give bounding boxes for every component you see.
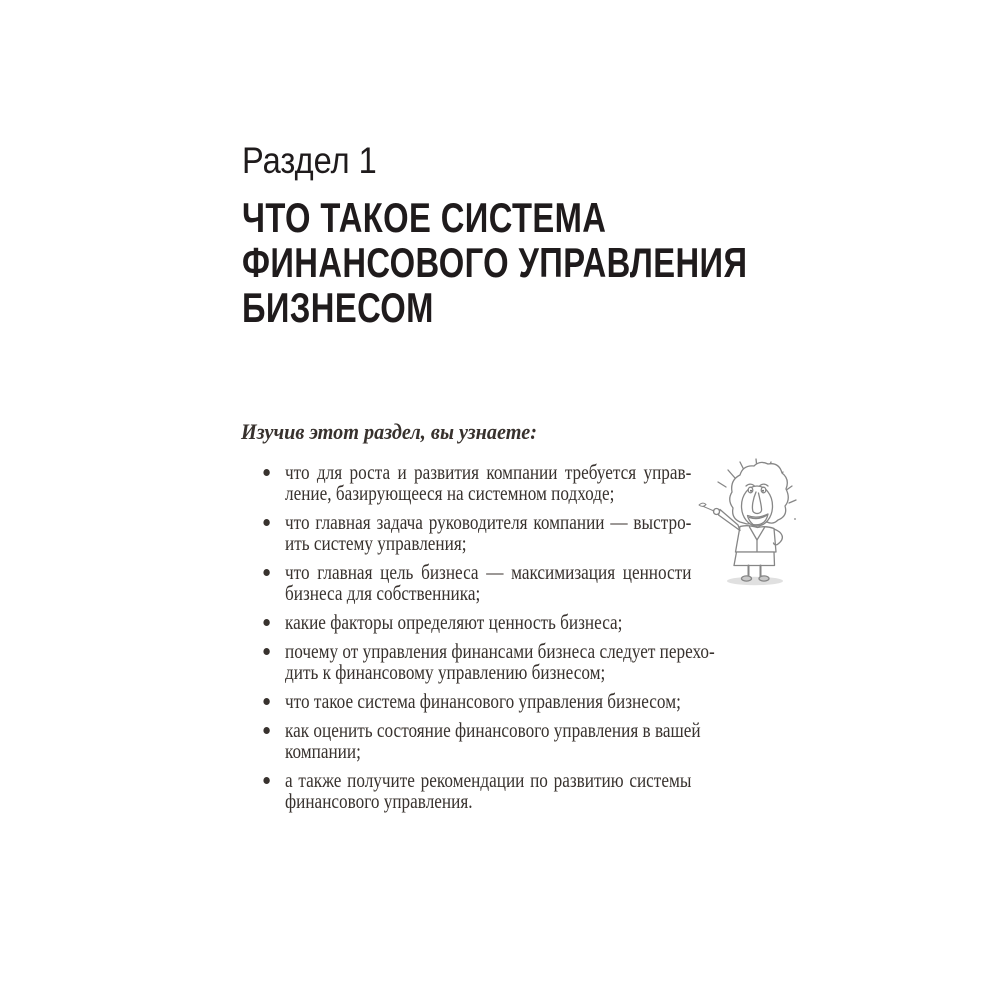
learn-list [285,460,715,820]
list-item [285,462,691,504]
list-item [285,639,715,684]
title-line-3: БИЗНЕСОМ [242,284,434,331]
section-label: Раздел 1 [242,140,377,181]
list-item [285,770,691,812]
list-item-line: что главная цель бизнеса — максимизация ценности [285,560,692,584]
list-item [285,691,691,712]
list-item-line: какие факторы определяют ценность бизнеса; [285,610,623,634]
list-item-line: ить систему управления; [285,531,467,555]
list-item-line: финансового управления. [285,789,473,813]
list-item-line: компании; [285,739,361,763]
list-item-line: что главная задача руководителя компании — выстро- [285,510,692,534]
list-item [285,718,701,763]
list-item [285,512,691,554]
list-item-line: что такое система финансового управления бизнесом; [285,689,681,713]
title-line-1: ЧТО ТАКОЕ СИСТЕМА [242,194,607,241]
pointing-woman-illustration [690,448,810,590]
intro-line: Изучив этот раздел, вы узнаете: [241,419,537,444]
page-title [242,195,747,330]
list-item [285,612,691,633]
list-item-line: бизнеса для собственника; [285,581,481,605]
list-item-line: почему от управления финансами бизнеса следует перехо- [285,639,715,663]
list-item-line: что для роста и развития компании требуется управ- [285,460,692,484]
title-line-2: ФИНАНСОВОГО УПРАВЛЕНИЯ [242,239,748,286]
list-item-line: а также получите рекомендации по развитию системы [285,768,692,792]
list-item [285,562,691,604]
list-item-line: дить к финансовому управлению бизнесом; [285,660,606,684]
list-item-line: как оценить состояние финансового управления в вашей [285,718,701,742]
list-item-line: ление, базирующееся на системном подходе; [285,481,615,505]
